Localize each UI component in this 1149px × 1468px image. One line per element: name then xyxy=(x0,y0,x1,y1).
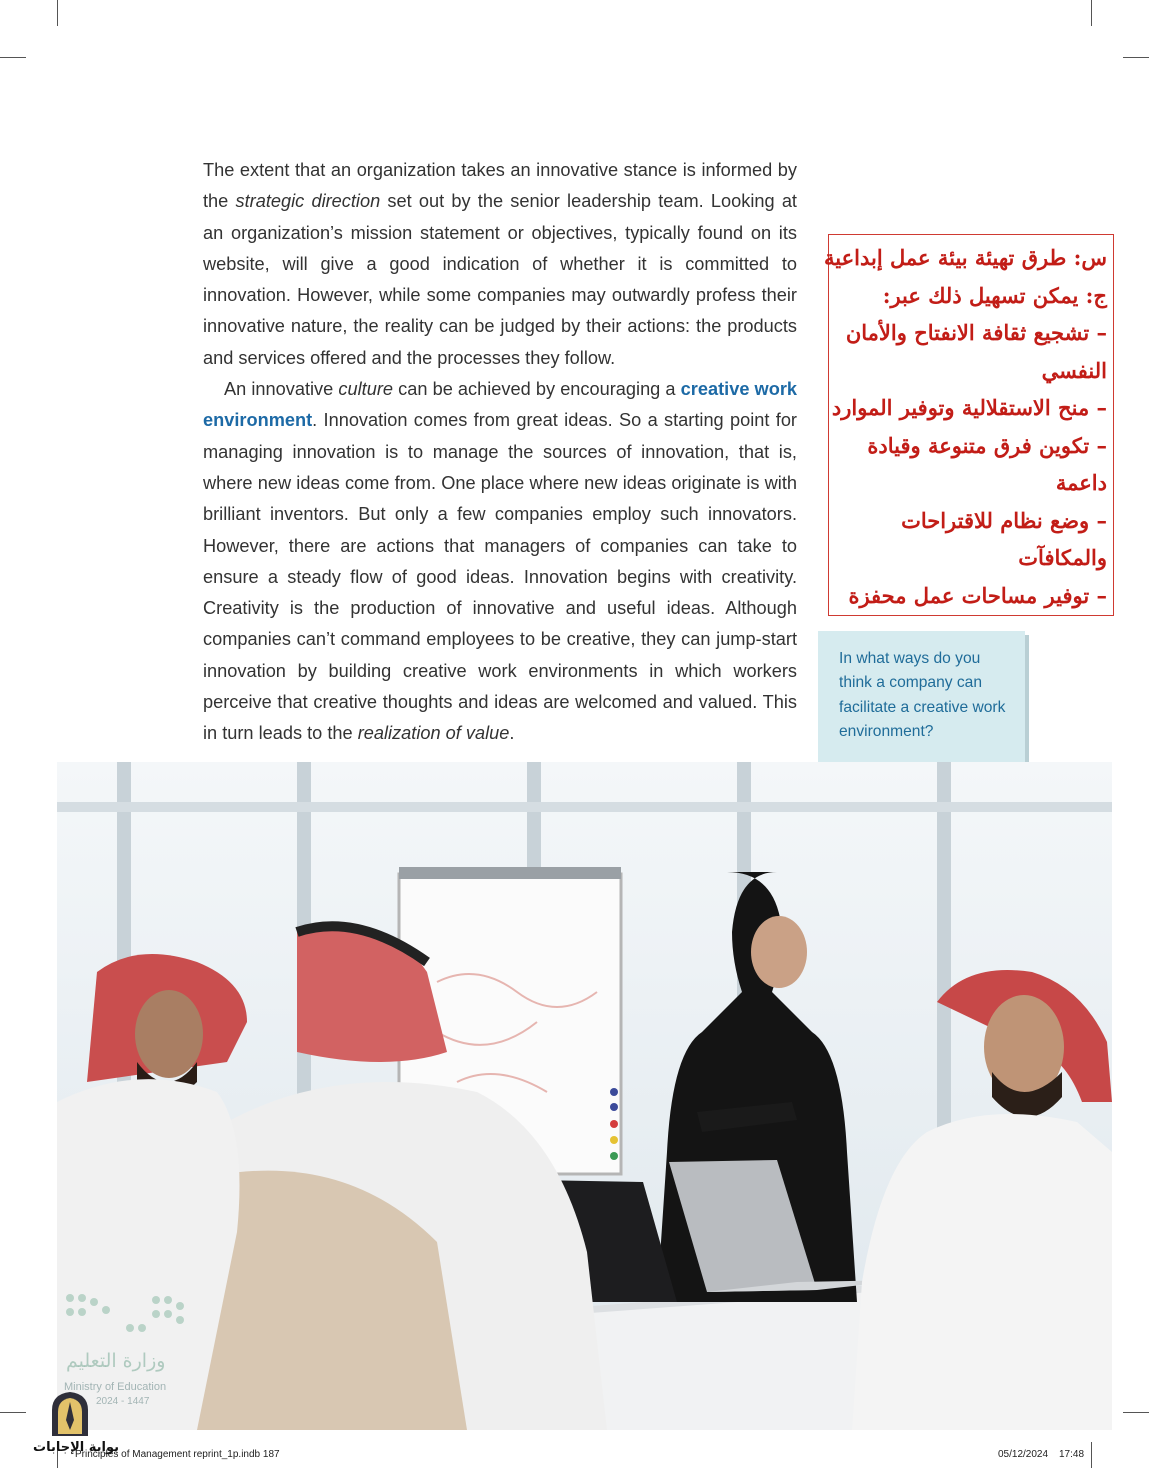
crop-mark xyxy=(57,0,58,26)
office-meeting-photo xyxy=(57,762,1112,1430)
watermark-year: 2024 - 1447 xyxy=(96,1396,150,1407)
note-line: والمكافآت xyxy=(1018,545,1107,570)
question-text: In what ways do you think a company can facilitate a creative work environment? xyxy=(839,650,1006,740)
paragraph-1: The extent that an organization takes an innovative stance is informed by the strategic direction set out by the senior leadership team. Looking at an organization’s mission statement or objectives, typically found on its website, will give a good indication of whether it is committed to innovation. However, while some companies may outwardly profess their innovative nature, the reality can be judged by their actions: the products and services offered and the processes they follow. xyxy=(203,160,797,368)
key-term: creative work environment xyxy=(203,379,798,431)
note-line: داعمة xyxy=(1055,470,1107,495)
note-line: – تشجيع ثقافة الانفتاح والأمان xyxy=(845,320,1107,345)
note-line: ج: يمكن تسهيل ذلك عبر: xyxy=(882,282,1107,308)
crop-mark xyxy=(1123,1412,1149,1413)
watermark-english: Ministry of Education xyxy=(64,1381,167,1393)
photo-illustration xyxy=(57,762,1112,1430)
crop-mark xyxy=(1091,1442,1092,1468)
footer-time: 17:48 xyxy=(1059,1449,1085,1460)
footer-file: Principles of Management reprint_1p.indb 187 xyxy=(75,1449,280,1460)
watermark-arabic: وزارة التعليم xyxy=(66,1350,166,1372)
arabic-answer-note xyxy=(823,234,1114,616)
logo-text: بوابة الإجابات xyxy=(33,1440,119,1455)
crop-mark xyxy=(1123,57,1149,58)
note-line: النفسي xyxy=(1041,357,1107,383)
paragraph-2: An innovative culture can be achieved by encouraging a creative work environment. Innovation comes from great ideas. So a starting point for managing innovation is to manage the sources of innovation, that is, where new ideas come from. One place where new ideas originate is with brilliant inventors. But only a few companies employ such innovators. However, there are actions that managers of companies can take to ensure a steady flow of good ideas. Innovation begins with creativity. Creativity is the production of innovative and useful ideas. Although companies can’t command employees to be creative, they can jump-start innovation by building creative work environments in which workers perceive that creative thoughts and ideas are welcomed and valued. This in turn leads to the realization of value. xyxy=(203,379,798,744)
note-line: – توفير مساحات عمل محفزة xyxy=(848,582,1107,608)
note-line: – تكوين فرق متنوعة وقيادة xyxy=(867,432,1107,458)
dots-pattern-icon xyxy=(60,1288,200,1348)
crop-mark xyxy=(0,57,26,58)
note-line: – وضع نظام للاقتراحات xyxy=(901,507,1107,533)
footer-date: 05/12/2024 xyxy=(998,1449,1049,1460)
note-line: – منح الاستقلالية وتوفير الموارد xyxy=(831,395,1107,420)
body-text xyxy=(203,155,797,750)
crop-mark xyxy=(0,1412,26,1413)
answers-portal-logo-icon xyxy=(48,1390,92,1438)
note-line: س: طرق تهيئة بيئة عمل إبداعية xyxy=(823,245,1107,270)
question-callout xyxy=(818,631,1025,765)
crop-mark xyxy=(1091,0,1092,26)
